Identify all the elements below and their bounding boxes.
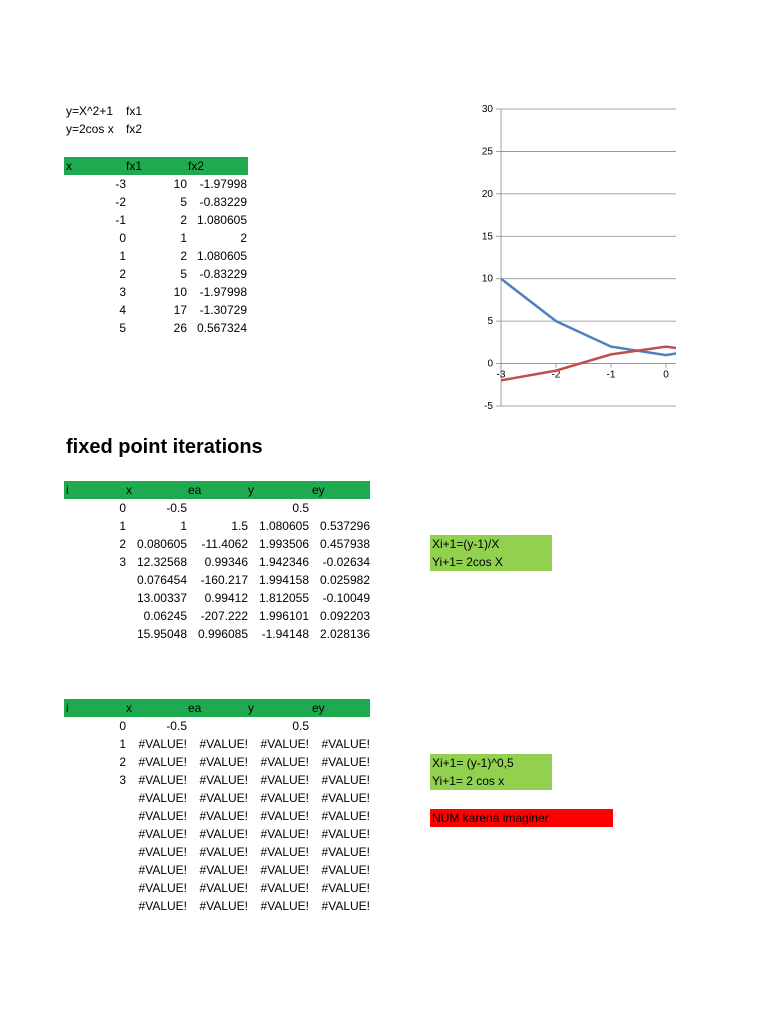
- cell-ey: -0.02634: [322, 555, 370, 569]
- cell-x: #VALUE!: [138, 899, 187, 913]
- cell-x: #VALUE!: [138, 737, 187, 751]
- formula-x: Xi+1=(y-1)/X: [432, 537, 500, 551]
- x-tick-label: -3: [496, 369, 506, 381]
- cell-ey: #VALUE!: [321, 881, 370, 895]
- table-row: [64, 861, 370, 879]
- header-ey: ey: [312, 483, 325, 497]
- y-tick-label: 10: [481, 273, 493, 285]
- cell-fx1: 5: [180, 267, 187, 281]
- equation-1-label: fx1: [126, 104, 143, 118]
- cell-ey: #VALUE!: [321, 791, 370, 805]
- cell-y: 1.080605: [258, 519, 309, 533]
- table-row: [64, 301, 248, 319]
- series-line-1: [501, 143, 676, 355]
- fixed-point-table: [64, 481, 370, 643]
- cell-x: -2: [115, 195, 126, 209]
- cell-i: 1: [119, 519, 126, 533]
- cell-ey: #VALUE!: [321, 773, 370, 787]
- cell-x: -0.5: [166, 719, 187, 733]
- table-row: [64, 625, 370, 643]
- table-header-row: [64, 157, 248, 175]
- cell-fx1: 17: [173, 303, 187, 317]
- cell-y: #VALUE!: [260, 809, 309, 823]
- cell-i: [64, 589, 126, 607]
- y-tick-label: 25: [481, 146, 493, 158]
- chart-svg: [460, 96, 676, 421]
- cell-ea: #VALUE!: [199, 791, 248, 805]
- cell-ey: #VALUE!: [321, 737, 370, 751]
- cell-y: #VALUE!: [260, 899, 309, 913]
- cell-x: 4: [119, 303, 126, 317]
- cell-x: #VALUE!: [138, 773, 187, 787]
- cell-ea: 0.99412: [204, 591, 248, 605]
- cell-ey: 0.092203: [319, 609, 370, 623]
- cell-fx2: -1.97998: [199, 285, 247, 299]
- cell-ea: #VALUE!: [199, 755, 248, 769]
- cell-fx2: 1.080605: [196, 213, 247, 227]
- cell-i: 2: [119, 537, 126, 551]
- function-chart: [460, 96, 676, 421]
- table-row: [64, 319, 248, 337]
- cell-x: #VALUE!: [138, 755, 187, 769]
- table-row: [64, 789, 370, 807]
- cell-ey: #VALUE!: [321, 863, 370, 877]
- cell-ea: [186, 717, 248, 735]
- table-row: [64, 589, 370, 607]
- table-row: [64, 607, 370, 625]
- cell-i: [64, 571, 126, 589]
- cell-x: 15.95048: [136, 627, 187, 641]
- cell-fx2: 0.567324: [196, 321, 247, 335]
- cell-y: #VALUE!: [260, 863, 309, 877]
- cell-i: [64, 861, 126, 879]
- cell-i: [64, 879, 126, 897]
- cell-i: 2: [119, 755, 126, 769]
- error-note: NUM karena imaginer: [430, 809, 613, 827]
- cell-y: #VALUE!: [260, 845, 309, 859]
- cell-fx1: 1: [180, 231, 187, 245]
- cell-x: 1: [180, 519, 187, 533]
- cell-ea: #VALUE!: [199, 881, 248, 895]
- cell-ey: 2.028136: [319, 627, 370, 641]
- y-tick-label: -5: [484, 401, 493, 412]
- table-row: [64, 247, 248, 265]
- cell-ey: 0.537296: [319, 519, 370, 533]
- cell-fx2: -1.97998: [199, 177, 247, 191]
- cell-i: 0: [119, 719, 126, 733]
- cell-fx1: 10: [173, 285, 187, 299]
- cell-y: #VALUE!: [260, 737, 309, 751]
- cell-ea: #VALUE!: [199, 773, 248, 787]
- header-x: x: [126, 701, 132, 715]
- cell-y: 0.5: [292, 719, 309, 733]
- cell-ey: #VALUE!: [321, 809, 370, 823]
- header-y: y: [248, 483, 254, 497]
- equation-1: y=X^2+1: [66, 104, 113, 118]
- cell-x: #VALUE!: [138, 863, 187, 877]
- cell-ea: -11.4062: [201, 537, 248, 551]
- cell-x: 13.00337: [136, 591, 187, 605]
- function-table: [64, 157, 248, 337]
- cell-y: #VALUE!: [260, 791, 309, 805]
- cell-ey: -0.10049: [322, 591, 370, 605]
- table-row: [64, 807, 370, 825]
- cell-i: 0: [119, 501, 126, 515]
- cell-x: #VALUE!: [138, 845, 187, 859]
- cell-fx1: 26: [173, 321, 187, 335]
- cell-i: [64, 807, 126, 825]
- cell-i: [64, 625, 126, 643]
- cell-x: 3: [119, 285, 126, 299]
- cell-x: 1: [119, 249, 126, 263]
- cell-fx2: -0.83229: [199, 267, 247, 281]
- formula-y-2: Yi+1= 2 cos x: [432, 774, 505, 788]
- cell-ey: 0.457938: [319, 537, 370, 551]
- equation-2: y=2cos x: [66, 122, 114, 136]
- cell-i: [64, 897, 126, 915]
- table-row: [64, 211, 248, 229]
- table-row: [64, 825, 370, 843]
- cell-fx1: 2: [180, 213, 187, 227]
- cell-x: #VALUE!: [138, 881, 187, 895]
- cell-fx1: 10: [173, 177, 187, 191]
- cell-ey: 0.025982: [319, 573, 370, 587]
- table-row: [64, 571, 370, 589]
- cell-x: 0.06245: [143, 609, 187, 623]
- cell-fx2: -0.83229: [199, 195, 247, 209]
- cell-x: #VALUE!: [138, 791, 187, 805]
- y-tick-label: 5: [487, 316, 493, 328]
- cell-ea: -160.217: [200, 573, 248, 587]
- cell-y: #VALUE!: [260, 773, 309, 787]
- table-row: [64, 229, 248, 247]
- cell-ey: #VALUE!: [321, 827, 370, 841]
- header-y: y: [248, 701, 254, 715]
- cell-x: -1: [115, 213, 126, 227]
- table-row: [64, 717, 370, 735]
- cell-x: 2: [119, 267, 126, 281]
- header-x: x: [126, 483, 132, 497]
- cell-x: 0.080605: [136, 537, 187, 551]
- table-row: [64, 193, 248, 211]
- cell-y: 0.5: [292, 501, 309, 515]
- cell-fx2: 1.080605: [196, 249, 247, 263]
- table-row: [64, 553, 370, 571]
- cell-fx1: 2: [180, 249, 187, 263]
- cell-ey: #VALUE!: [321, 899, 370, 913]
- cell-fx1: 5: [180, 195, 187, 209]
- cell-ea: 0.99346: [204, 555, 248, 569]
- cell-x: 0.076454: [136, 573, 187, 587]
- cell-x: 12.32568: [136, 555, 187, 569]
- table-header-row: [64, 699, 370, 717]
- header-fx1: fx1: [126, 159, 143, 173]
- cell-y: 1.994158: [258, 573, 309, 587]
- cell-y: 1.996101: [258, 609, 309, 623]
- cell-x: #VALUE!: [138, 809, 187, 823]
- y-tick-label: 15: [481, 231, 493, 243]
- cell-ea: #VALUE!: [199, 809, 248, 823]
- header-i: i: [66, 483, 69, 497]
- table-row: [64, 535, 370, 553]
- y-tick-label: 20: [481, 188, 493, 200]
- table-row: [64, 175, 248, 193]
- cell-i: [64, 843, 126, 861]
- table-row: [64, 753, 370, 771]
- equation-2-label: fx2: [126, 122, 143, 136]
- cell-ea: -207.222: [200, 609, 248, 623]
- table-row: [64, 843, 370, 861]
- formula-y: Yi+1= 2cos X: [432, 555, 503, 569]
- table-header-row: [64, 481, 370, 499]
- iteration-formula-note: [430, 535, 552, 571]
- cell-y: #VALUE!: [260, 881, 309, 895]
- cell-ea: #VALUE!: [199, 899, 248, 913]
- cell-x: 5: [119, 321, 126, 335]
- cell-ey: [308, 717, 370, 735]
- table-row: [64, 499, 370, 517]
- cell-y: 1.812055: [258, 591, 309, 605]
- cell-i: [64, 789, 126, 807]
- cell-y: 1.993506: [258, 537, 309, 551]
- cell-ea: #VALUE!: [199, 737, 248, 751]
- y-tick-label: 30: [481, 104, 493, 115]
- cell-i: 3: [119, 555, 126, 569]
- header-ey: ey: [312, 701, 325, 715]
- formula-x-2: Xi+1= (y-1)^0,5: [432, 756, 514, 770]
- cell-x: -0.5: [166, 501, 187, 515]
- cell-y: #VALUE!: [260, 827, 309, 841]
- equations: [66, 102, 143, 138]
- y-tick-label: 0: [487, 358, 493, 370]
- cell-x: #VALUE!: [138, 827, 187, 841]
- section-heading: fixed point iterations: [66, 436, 263, 458]
- header-ea: ea: [188, 483, 202, 497]
- table-row: [64, 283, 248, 301]
- cell-i: 1: [119, 737, 126, 751]
- header-fx2: fx2: [188, 159, 205, 173]
- table-row: [64, 265, 248, 283]
- x-tick-label: 0: [663, 369, 669, 381]
- header-ea: ea: [188, 701, 202, 715]
- cell-ea: 0.996085: [197, 627, 248, 641]
- iteration-formula-note-2: [430, 754, 552, 790]
- cell-y: #VALUE!: [260, 755, 309, 769]
- header-i: i: [66, 701, 69, 715]
- cell-y: -1.94148: [261, 627, 309, 641]
- cell-x: -3: [115, 177, 126, 191]
- cell-ey: [308, 499, 370, 517]
- cell-ey: #VALUE!: [321, 755, 370, 769]
- x-tick-label: -2: [551, 369, 561, 381]
- cell-ea: [186, 499, 248, 517]
- cell-i: [64, 607, 126, 625]
- x-tick-label: -1: [606, 369, 616, 381]
- table-row: [64, 517, 370, 535]
- cell-fx2: 2: [240, 231, 247, 245]
- cell-ey: #VALUE!: [321, 845, 370, 859]
- cell-ea: #VALUE!: [199, 827, 248, 841]
- header-x: x: [66, 159, 72, 173]
- cell-i: [64, 825, 126, 843]
- fixed-point-table-2: [64, 699, 370, 915]
- cell-fx2: -1.30729: [199, 303, 247, 317]
- cell-ea: #VALUE!: [199, 845, 248, 859]
- table-row: [64, 879, 370, 897]
- cell-ea: #VALUE!: [199, 863, 248, 877]
- table-row: [64, 897, 370, 915]
- cell-i: 3: [119, 773, 126, 787]
- table-row: [64, 771, 370, 789]
- cell-x: 0: [119, 231, 126, 245]
- table-row: [64, 735, 370, 753]
- cell-ea: 1.5: [231, 519, 248, 533]
- cell-y: 1.942346: [258, 555, 309, 569]
